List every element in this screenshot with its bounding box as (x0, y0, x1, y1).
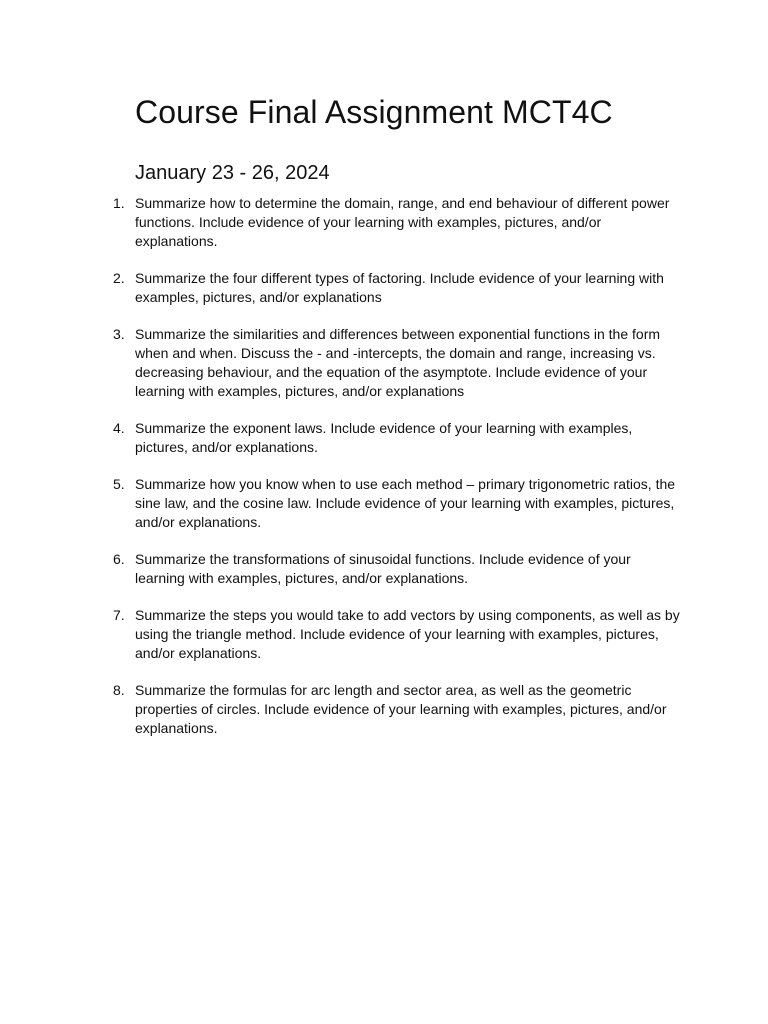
question-text: Summarize how to determine the domain, range, and end behaviour of different power functions. Include evidence of your learning with examples, pictures, and/or explanations. (135, 195, 670, 249)
document-date: January 23 - 26, 2024 (135, 162, 330, 184)
question-item (0, 325, 680, 401)
question-number: 5. (113, 476, 125, 492)
question-item (0, 681, 680, 738)
question-item (0, 269, 680, 307)
question-item (0, 419, 680, 457)
question-item (0, 475, 680, 532)
question-text: Summarize the exponent laws. Include evidence of your learning with examples, pictures, and/or explanations. (135, 420, 633, 455)
question-number: 7. (113, 607, 125, 623)
question-number: 3. (113, 326, 125, 342)
question-text: Summarize the similarities and differences between exponential functions in the form when and when. Discuss the - and -intercepts, the domain and range, increasing vs. decreasing behaviour, and the equation of the asymptote. Include evidence of your learning with examples, pictures, and/or explanations (135, 326, 661, 399)
question-text: Summarize the formulas for arc length and sector area, as well as the geometric properties of circles. Include evidence of your learning with examples, pictures, and/or explanations. (135, 682, 667, 736)
question-text: Summarize the four different types of factoring. Include evidence of your learning with examples, pictures, and/or explanations (135, 270, 664, 305)
question-number: 8. (113, 682, 125, 698)
document-title: Course Final Assignment MCT4C (135, 94, 613, 130)
question-item (0, 550, 680, 588)
question-text: Summarize how you know when to use each method – primary trigonometric ratios, the sine law, and the cosine law. Include evidence of your learning with examples, pictures, and/or explanations. (135, 476, 676, 530)
question-number: 4. (113, 420, 125, 436)
question-item (0, 606, 680, 663)
question-number: 1. (113, 195, 125, 211)
question-item (0, 194, 680, 251)
question-number: 2. (113, 270, 125, 286)
question-text: Summarize the steps you would take to add vectors by using components, as well as by using the triangle method. Include evidence of your learning with examples, pictures, and/or explanations. (135, 607, 680, 661)
question-list (0, 194, 768, 756)
question-number: 6. (113, 551, 125, 567)
question-text: Summarize the transformations of sinusoidal functions. Include evidence of your learning with examples, pictures, and/or explanations. (135, 551, 631, 586)
